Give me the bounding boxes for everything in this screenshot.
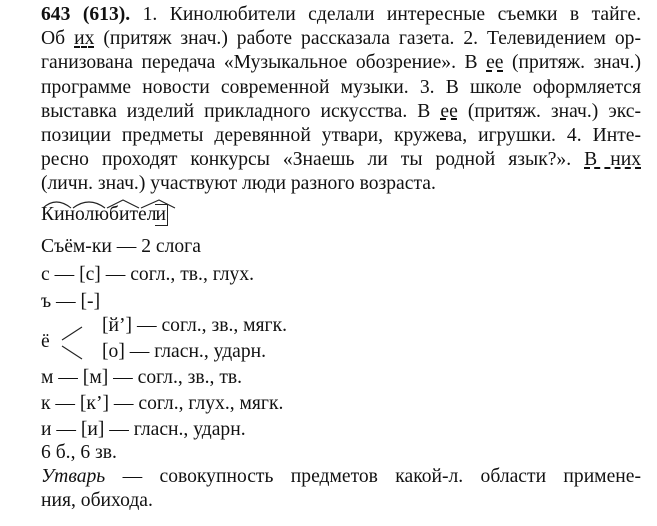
exercise-line-5: выставка изделий прикладного искусства. В ее (притяж. знач.) экс- <box>41 100 641 122</box>
letters-sounds-count: 6 б., 6 зв. <box>41 442 117 463</box>
phonetic-row-i: и — [и] — гласн., ударн. <box>41 419 246 440</box>
yo-letter: ё <box>41 331 50 352</box>
exercise-line-2: Об их (притяж знач.) работе рассказала газета. 2. Телевидением ор- <box>41 28 641 50</box>
pronoun-underlined: В них <box>584 149 641 171</box>
exercise-line-7: ресно проходят конкурсы «Знаешь ли ты родной язык?». В них <box>41 149 641 171</box>
exercise-number: 643 (613). <box>41 4 131 25</box>
pronoun-underlined: их <box>74 28 95 50</box>
branch-lines <box>60 322 90 362</box>
exercise-paragraph <box>41 3 641 197</box>
exercise-line-6: позиции предметы деревянной утвари, кружева, игрушки. 4. Инте- <box>41 125 641 147</box>
phonetic-row-s: с — [с] — согл., тв., глух. <box>41 264 255 285</box>
pronoun-underlined: ее <box>440 100 458 122</box>
phonetic-row-m: м — [м] — согл., зв., тв. <box>41 367 243 388</box>
morpheme-analysis-word <box>41 203 168 227</box>
ending-box: и <box>155 204 166 225</box>
definition-term: Утварь <box>41 466 106 487</box>
syllable-count: Съём-ки — 2 слога <box>41 236 201 257</box>
morpheme-marks <box>41 198 191 210</box>
exercise-line-1: 643 (613). 1. Кинолюбители сделали интересные съемки в тайге. <box>41 4 641 25</box>
exercise-line-8: (личн. знач.) участвуют люди разного возраста. <box>41 173 436 195</box>
phonetic-row-hard-sign: ъ — [-] <box>41 291 101 312</box>
analyzed-word-stem: Кинолюбител <box>41 204 157 225</box>
exercise-line-4: программе новости современной музыки. 3. В школе оформляется <box>41 76 641 98</box>
exercise-line-3: ганизована передача «Музыкальное обозрение». В ее (притяж. знач.) <box>41 52 641 74</box>
definition-line-1: Утварь — совокупность предметов какой-л. области примене- <box>41 466 641 487</box>
definition-paragraph <box>41 465 641 513</box>
phonetic-row-k: к — [к’] — согл., глух., мягк. <box>41 393 284 414</box>
phonetic-row-yo-j: [й’] — согл., зв., мягк. <box>102 315 288 336</box>
phonetic-row-yo-o: [о] — гласн., ударн. <box>102 341 267 362</box>
definition-line-2: ния, обихода. <box>41 490 153 512</box>
pronoun-underlined: ее <box>486 52 504 74</box>
